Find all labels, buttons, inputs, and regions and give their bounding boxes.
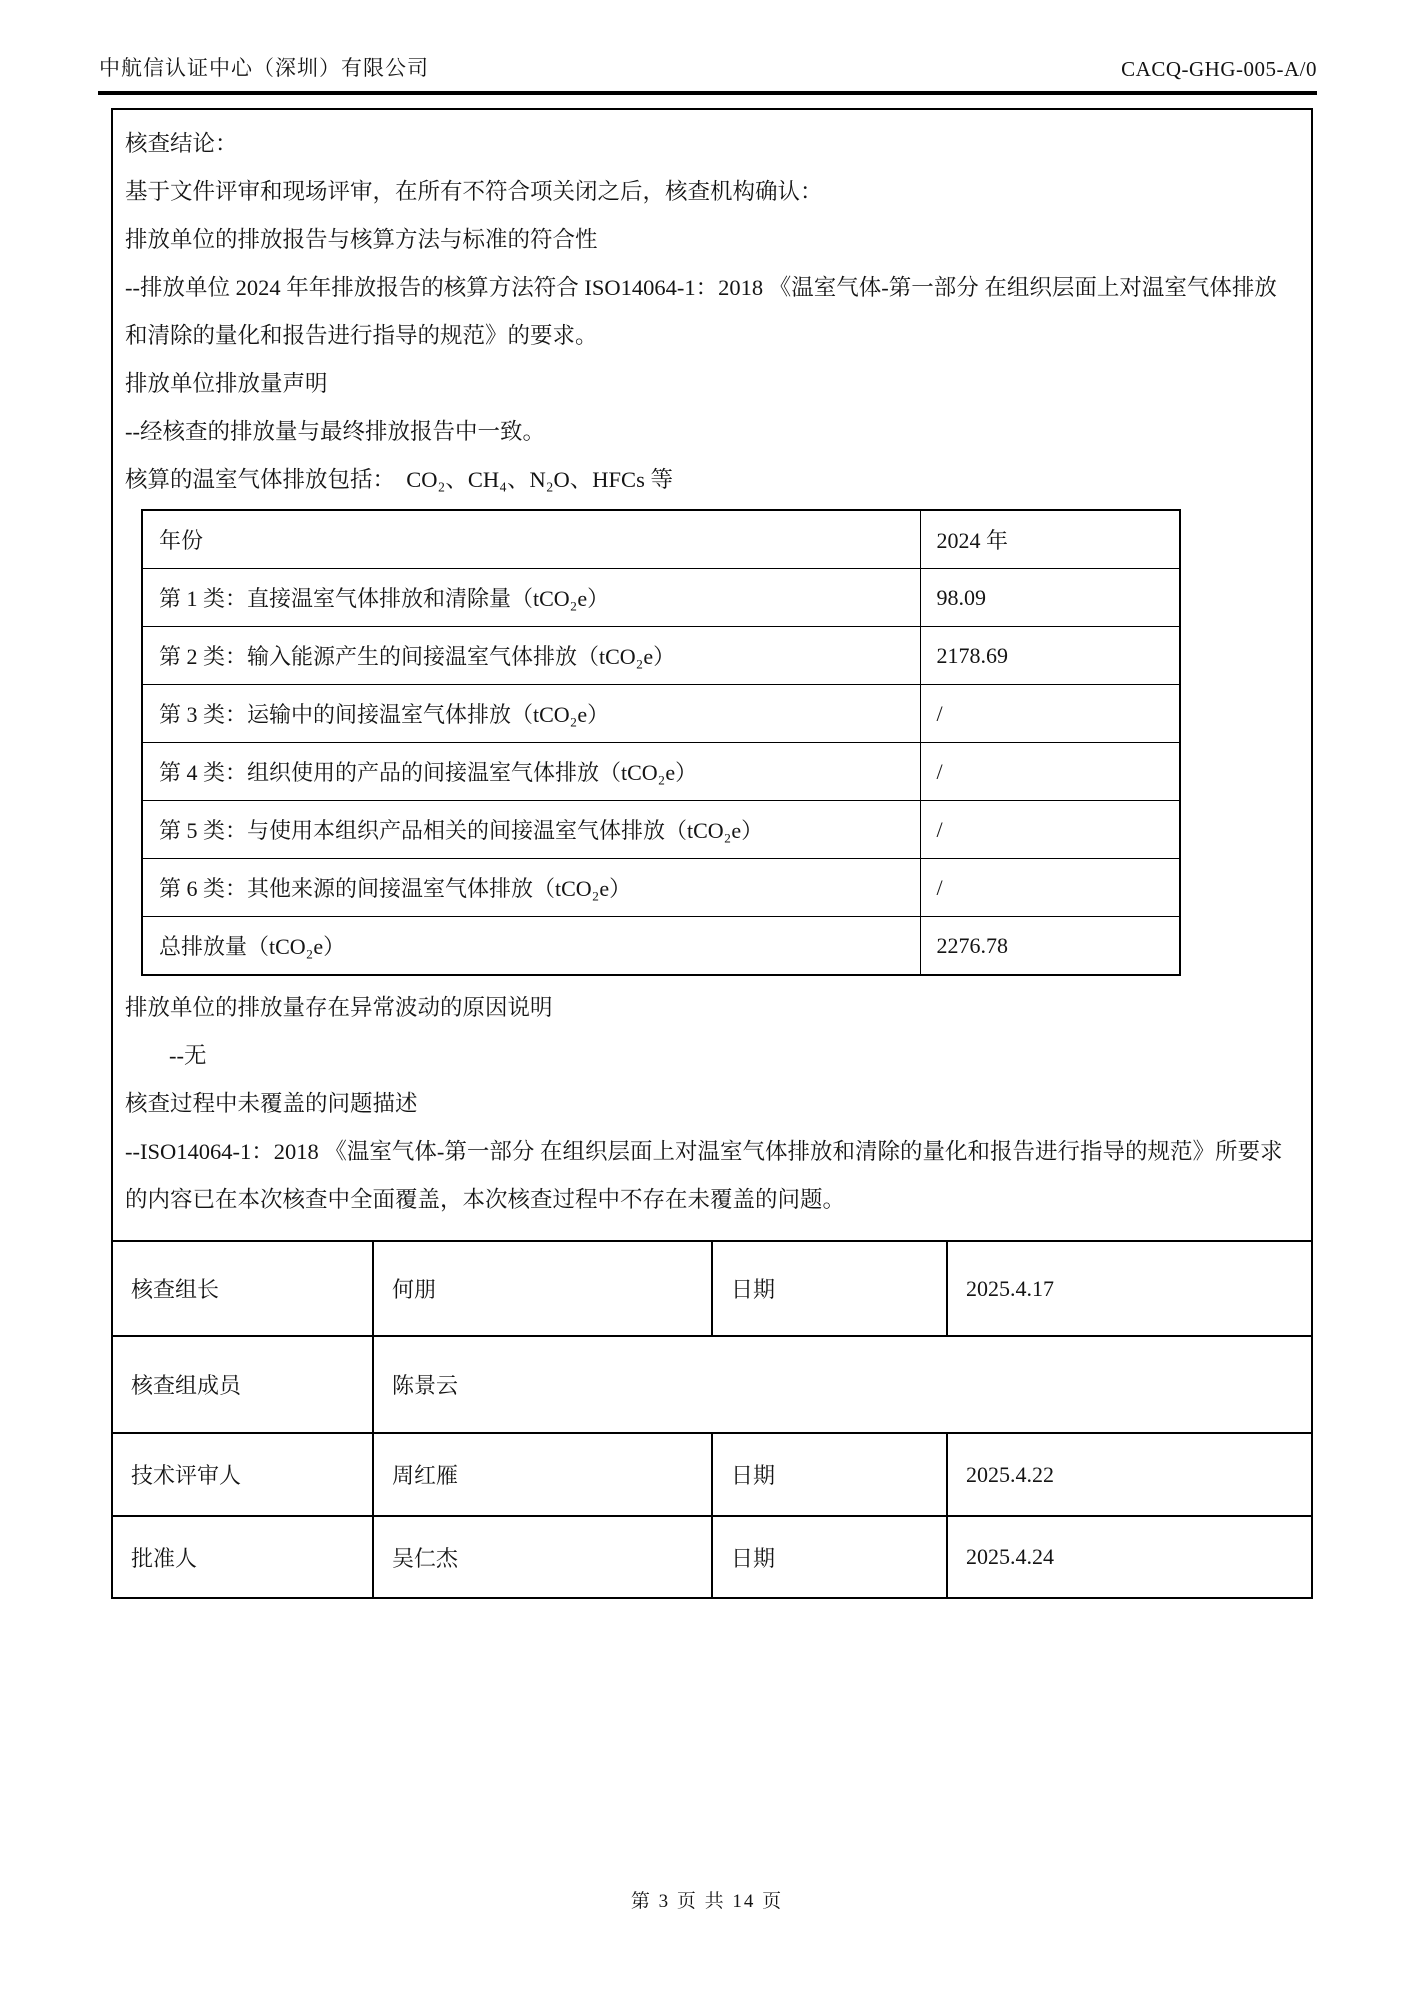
date-cell: 2025.4.17 <box>947 1241 1312 1336</box>
table-row <box>142 627 1180 685</box>
emission-category-label: 第 2 类：输入能源产生的间接温室气体排放（tCO₂e） <box>142 627 920 685</box>
date-cell: 2025.4.22 <box>947 1433 1312 1516</box>
signature-row <box>112 1241 1312 1336</box>
page-footer: 第 3 页 共 14 页 <box>630 1891 784 1912</box>
emission-value: 98.09 <box>920 569 1180 627</box>
header-rule <box>98 91 1317 95</box>
emission-value: / <box>920 743 1180 801</box>
emission-category-label: 第 3 类：运输中的间接温室气体排放（tCO₂e） <box>142 685 920 743</box>
signature-row <box>112 1336 1312 1433</box>
conclusion-title: 核查结论： <box>125 131 238 156</box>
emission-category-label: 第 6 类：其他来源的间接温室气体排放（tCO₂e） <box>142 859 920 917</box>
emission-value: 2024 年 <box>920 510 1180 569</box>
emission-value: / <box>920 801 1180 859</box>
notes-paragraph: --ISO14064-1：2018 《温室气体-第一部分 在组织层面上对温室气体排放和清除的量化和报告进行指导的规范》所要求的内容已在本次核查中全面覆盖，本次核查过程中不存在未覆盖的问题。 <box>125 1139 1283 1212</box>
emission-category-label: 总排放量（tCO₂e） <box>142 917 920 976</box>
name-cell: 何朋 <box>373 1241 712 1336</box>
table-row <box>142 743 1180 801</box>
doc-code: CACQ-GHG-005-A/0 <box>1121 57 1317 81</box>
name-cell: 周红雁 <box>373 1433 712 1516</box>
table-row <box>142 917 1180 976</box>
table-row <box>142 569 1180 627</box>
emissions-table <box>141 509 1181 976</box>
date-cell: 2025.4.24 <box>947 1516 1312 1598</box>
notes-paragraph: 排放单位的排放量存在异常波动的原因说明 <box>125 995 553 1020</box>
conclusion-paragraph: --经核查的排放量与最终排放报告中一致。 <box>125 419 545 444</box>
date-label-cell: 日期 <box>712 1516 947 1598</box>
conclusion-paragraph: 核算的温室气体排放包括： CO₂、CH₄、N₂O、HFCs 等 <box>125 467 673 492</box>
name-cell: 吴仁杰 <box>373 1516 712 1598</box>
table-row <box>142 685 1180 743</box>
role-cell: 技术评审人 <box>112 1433 373 1516</box>
content-box <box>111 108 1313 1242</box>
page-header <box>0 0 1414 82</box>
emission-category-label: 第 1 类：直接温室气体排放和清除量（tCO₂e） <box>142 569 920 627</box>
emission-value: / <box>920 685 1180 743</box>
emission-category-label: 年份 <box>142 510 920 569</box>
table-row <box>142 859 1180 917</box>
signature-row <box>112 1516 1312 1598</box>
conclusion-paragraph: --排放单位 2024 年年排放报告的核算方法符合 ISO14064-1：2018 《温室气体-第一部分 在组织层面上对温室气体排放和清除的量化和报告进行指导的规范》的要求。 <box>125 275 1277 348</box>
emission-value: 2178.69 <box>920 627 1180 685</box>
date-label-cell: 日期 <box>712 1241 947 1336</box>
role-cell: 批准人 <box>112 1516 373 1598</box>
signature-row <box>112 1433 1312 1516</box>
notes-paragraph: 核查过程中未覆盖的问题描述 <box>125 1091 418 1116</box>
company-name: 中航信认证中心（深圳）有限公司 <box>99 56 429 80</box>
role-cell: 核查组长 <box>112 1241 373 1336</box>
table-row <box>142 801 1180 859</box>
emission-category-label: 第 5 类：与使用本组织产品相关的间接温室气体排放（tCO₂e） <box>142 801 920 859</box>
role-cell: 核查组成员 <box>112 1336 373 1433</box>
conclusion-paragraph: 排放单位排放量声明 <box>125 371 328 396</box>
emission-value: / <box>920 859 1180 917</box>
signature-table <box>111 1240 1313 1599</box>
name-cell: 陈景云 <box>373 1336 1312 1433</box>
conclusion-paragraph: 基于文件评审和现场评审，在所有不符合项关闭之后，核查机构确认： <box>125 179 823 204</box>
date-label-cell: 日期 <box>712 1433 947 1516</box>
emission-value: 2276.78 <box>920 917 1180 976</box>
emission-category-label: 第 4 类：组织使用的产品的间接温室气体排放（tCO₂e） <box>142 743 920 801</box>
conclusion-paragraph: 排放单位的排放报告与核算方法与标准的符合性 <box>125 227 598 252</box>
notes-paragraph: --无 <box>169 1043 207 1068</box>
table-row <box>142 510 1180 569</box>
